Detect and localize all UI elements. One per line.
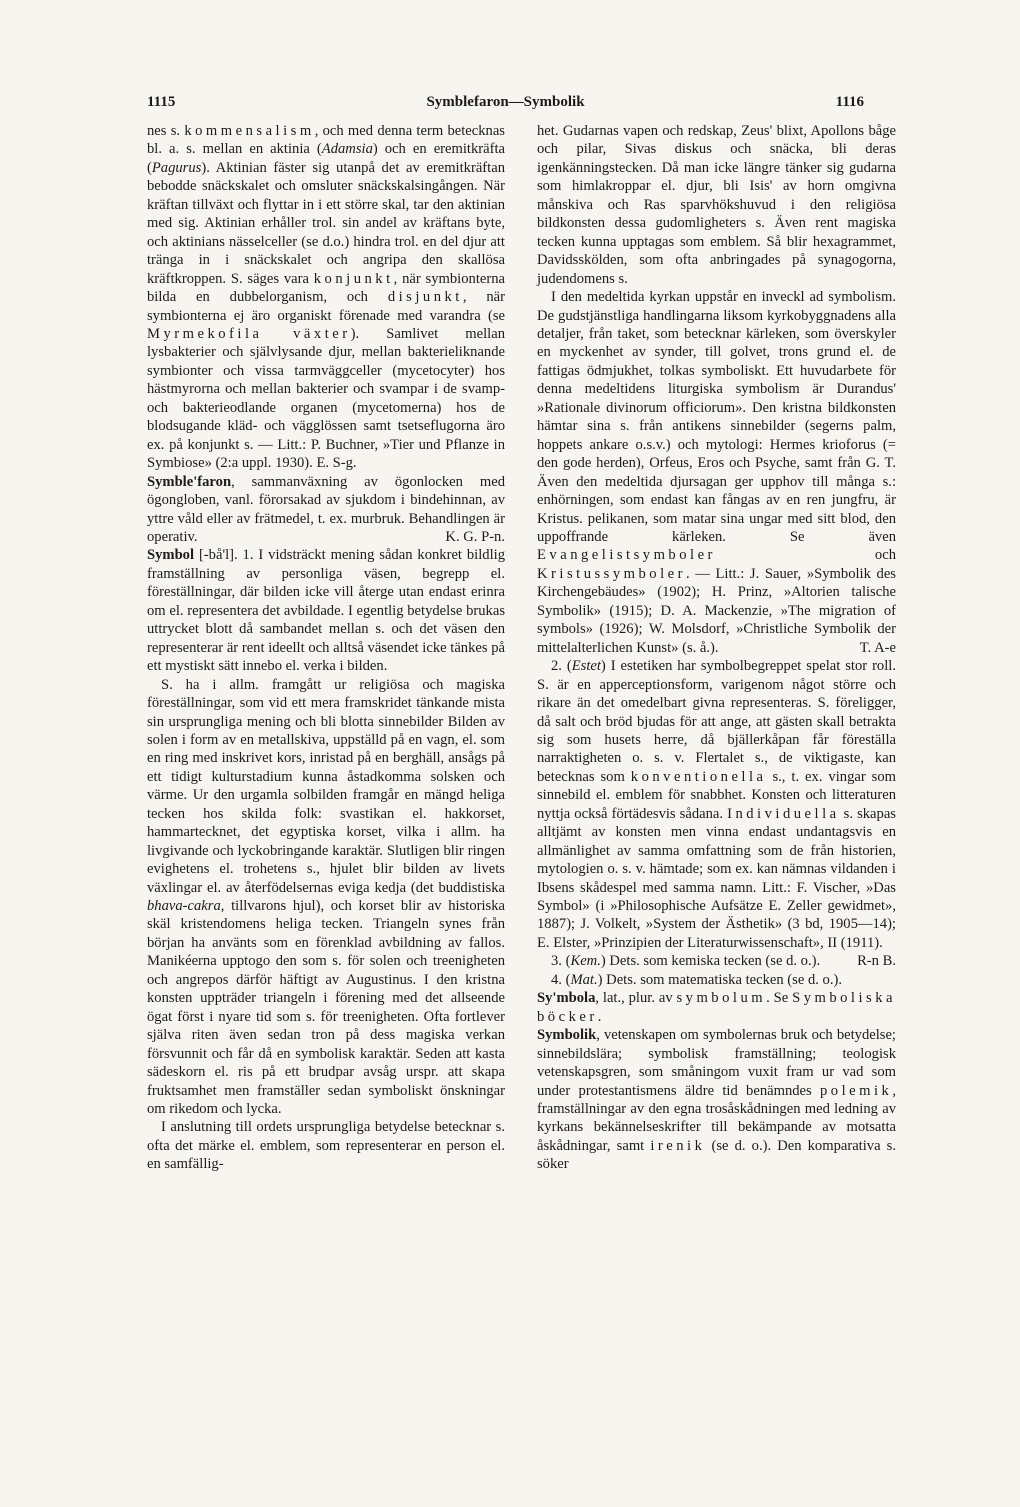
paragraph-symbios-continued: nes s. kommensalism, och med denna term betecknas bl. a. s. mellan en aktinia (Adamsia) och en eremitkräfta (Pagurus). Aktinian fäster sig utanpå det av eremitkräftan bebodde snäckskalet och omsluter snäckskalsingången. När kräftan tillväxt och flyttar in i ett större skal, tar den aktinian med sig. Aktinian erhåller trol. sin andel av kräftans byte, och aktinians nässelceller (se d.o.) hindra trol. en del djur att tränga in i snäckskalet och angripa den skallösa kräftkroppen. S. säges vara konjunkt, när symbionterna bilda en dubbelorganism, och disjunkt, när symbionterna ej äro organiskt förenade med varandra (se Myrmekofila växter). Samlivet mellan lysbakterier och självlysande djur, mellan bakterieliknande symbionter och vissa tarmväggceller (mycetocyter) hos hästmyrorna och mellan bakterier och svampar i de svamp- och bakterieodlande organen (mycetomerna) hos de blodsugande kläd- och vägglössen samt tsetseflugorna äro ex. på konjunkt s. — Litt.: P. Buchner, »Tier und Pflanze in Symbiose» (2:a uppl. 1930). E. S-g.	[147, 123, 505, 472]
headword-symbol: Symbol	[147, 547, 195, 564]
author-signature: T. A-e	[859, 639, 896, 656]
page-number-right: 1116	[835, 94, 864, 110]
paragraph-chemistry: 3. (Kem.) Dets. som kemiska tecken (se d. o.).	[551, 953, 821, 970]
entry-symbola: Sy'mbola, lat., plur. av symbolum. Se Symboliska böcker.	[537, 990, 896, 1025]
headword-symblefaron: Symble'faron	[147, 473, 232, 490]
page-header	[147, 94, 864, 116]
paragraph-medieval-symbolism: I den medeltida kyrkan uppstår en inveckl ad symbolism. De gudstjänstliga handlingarna liksom kyrkobyggnadens alla detaljer, från taket, som betecknar kärleken, som överskyler en myckenhet av synder, till golvet, trons grund el. de fattigas ödmjukhet, tolkas symboliskt. Ett huvudarbete för denna medeltidens liturgiska symbolism är Durandus' »Rationale divinorum officiorum». Den kristna bildkonsten hämtar sina s. från antikens sinnebilder (segerns palm, hoppets ankare o.s.v.) och mytologi: Hermes krioforus (= den gode herden), Orfeus, Eros och Psyche, samt från G. T. Även den medeltida djursagan ger upphov till många s.: enhörningen, som endast kan fångas av en ren jungfru, är Kristus. pelikanen, som matar sina ungar med sitt blod, den uppoffrande kärleken. Se även Evangelistsymboler och Kristussymboler. — Litt.: J. Sauer, »Symbolik des Kirchengebäudes» (1902); H. Prinz, »Altorien talische Symbolik» (1915); D. A. Mackenzie, »The migration of symbols» (1926); W. Molsdorf, »Christliche Symbolik der mittelalterlichen Kunst» (s. å.). T. A-e	[537, 289, 896, 656]
paragraph-gods-emblems: het. Gudarnas vapen och redskap, Zeus' blixt, Apollons båge och pilar, Sivas diskus och snäcka, bli deras igenkänningstecken. Då man icke längre tänker sig gudarna som himlakroppar el. djur, bli Isis' av horn omgivna månskiva och Ras sparvhökshuvud i den religiösa bildkonsten dessa gudomligheters s. Även rent magiska tecken kunna upptagas som emblem. Så blir hexagrammet, Davidsskölden, som ofta anbringades på synagogorna, judendomens s.	[537, 123, 896, 287]
paragraph-mathematics: 4. (Mat.) Dets. som matematiska tecken (se d. o.).	[551, 971, 843, 988]
left-column	[147, 122, 505, 1174]
paragraph-symbol-emblem: I anslutning till ordets ursprungliga betydelse betecknar s. ofta det märke el. emblem, som representerar en person el. en samfällig-	[147, 1119, 505, 1173]
headword-symbola: Sy'mbola	[537, 990, 596, 1007]
page-number-left: 1115	[147, 94, 176, 110]
running-title: Symblefaron—Symbolik	[426, 94, 585, 110]
paragraph-aesthetics: 2. (Estet) I estetiken har symbolbegreppet spelat stor roll. S. är en apperceptionsform, varigenom något större och rikare än det omedelbart givna representeras. S. föreligger, då salt och bröd bjudas för att ange, att gästen skall betrakta sig som husets herre, då bjällerkåpan får föreställa narraktigheten o. s. v. Flertalet s., de viktigaste, kan betecknas som konventionella s., t. ex. vingar som sinnebild el. emblem för snabbhet. Konsten och litteraturen nyttja också förtädesvis sådana. Individuella s. skapas alltjämt av konsten men vinna endast undantagsvis en allmänlighet av samma omfattning som de från historien, mytologien o. s. v. hämtade; som ex. kan nämnas vildanden i Ibsens skådespel med samma namn. Litt.: F. Vischer, »Das Symbol» (i »Philosophische Aufsätze E. Zeller gewidmet», 1887); J. Volkelt, »System der Ästhetik» (3 bd, 1905—14); E. Elster, »Prinzipien der Literaturwissenschaft», II (1911). R-n B.	[537, 658, 896, 970]
entry-symbolik: Symbolik, vetenskapen om symbolernas bruk och betydelse; sinnebildslära; symbolisk framställning; teologisk vetenskapsgren, som småningom vuxit fram ur vad som under protestantismens äldre tid benämndes polemik, framställningar av den egna trosåskådningen med ledning av kyrkans bekännelseskrifter till bekämpande av motsatta åskådningar, samt irenik (se d. o.). Den komparativa s. söker	[537, 1027, 896, 1173]
author-signature: K. G. P-n.	[445, 528, 505, 545]
right-column	[537, 122, 896, 1174]
headword-symbolik: Symbolik	[537, 1027, 597, 1044]
author-signature: R-n B.	[857, 953, 896, 970]
entry-symbol: Symbol [-bå'l]. 1. I vidsträckt mening sådan konkret bildlig framställning av personliga väsen, begrepp el. föreställningar, där bilden icke vill återge utan endast erinra om el. representera det avbildade. I egentlig betydelse brukas uttrycket blott då sambandet mellan s. och det väsen den representerar är rent ideellt och alltså väsendet icke tänkes på ett mystiskt sätt innebo el. verka i bilden.	[147, 547, 505, 675]
entry-symblefaron: Symble'faron, sammanväxning av ögonlocken med ögongloben, vanl. förorsakad av sjukdom i bindehinnan, av yttre våld eller av frätmedel, t. ex. murbruk. Behandlingen är operativ. K. G. P-n.	[147, 473, 505, 545]
paragraph-symbol-origins: S. ha i allm. framgått ur religiösa och magiska föreställningar, som vid ett mera framskridet tänkande mista sin ursprungliga mening och bli blotta sinnebilder Bilden av solen i form av en metallskiva, uppställd på en vagn, el. som en ring med inskrivet kors, inristad på en berghäll, ansågs på ett tidigt kulturstadium kunna åstadkomma solsken och värme. Ur den urgamla solbilden framgår en mängd heliga tecken hos skilda folk: svastikan el. hakkorset, hammartecknet, det egyptiska korset, vilka i allm. ha livgivande och lyckobringande karaktär. Slutligen blir ringen evighetens el. trohetens s., hjulet blir bilden av livets växlingar el. av återfödelsernas eviga kedja (det buddistiska bhava-cakra, tillvarons hjul), och korset blir av historiska skäl kristendomens heliga tecken. Triangeln synes från början ha använts som en förenklad avbildning av fallos. Manikéerna upptogo den som s. för solen och treenigheten och angrepos därför häftigt av Augustinus. I den kristna konsten uppträder triangeln i förening med det allseende ögat först i nyare tid som s. för treenigheten. Ofta fortlever själva riten även sedan tron på dess magiska verkan försvunnit och får då en symbolisk karaktär. Seden att kasta sädeskorn el. ris på ett brudpar avsåg urspr. att skapa fruktsamhet men framställer sedan symboliskt önskningar om rikedom och lycka.	[147, 676, 505, 1118]
